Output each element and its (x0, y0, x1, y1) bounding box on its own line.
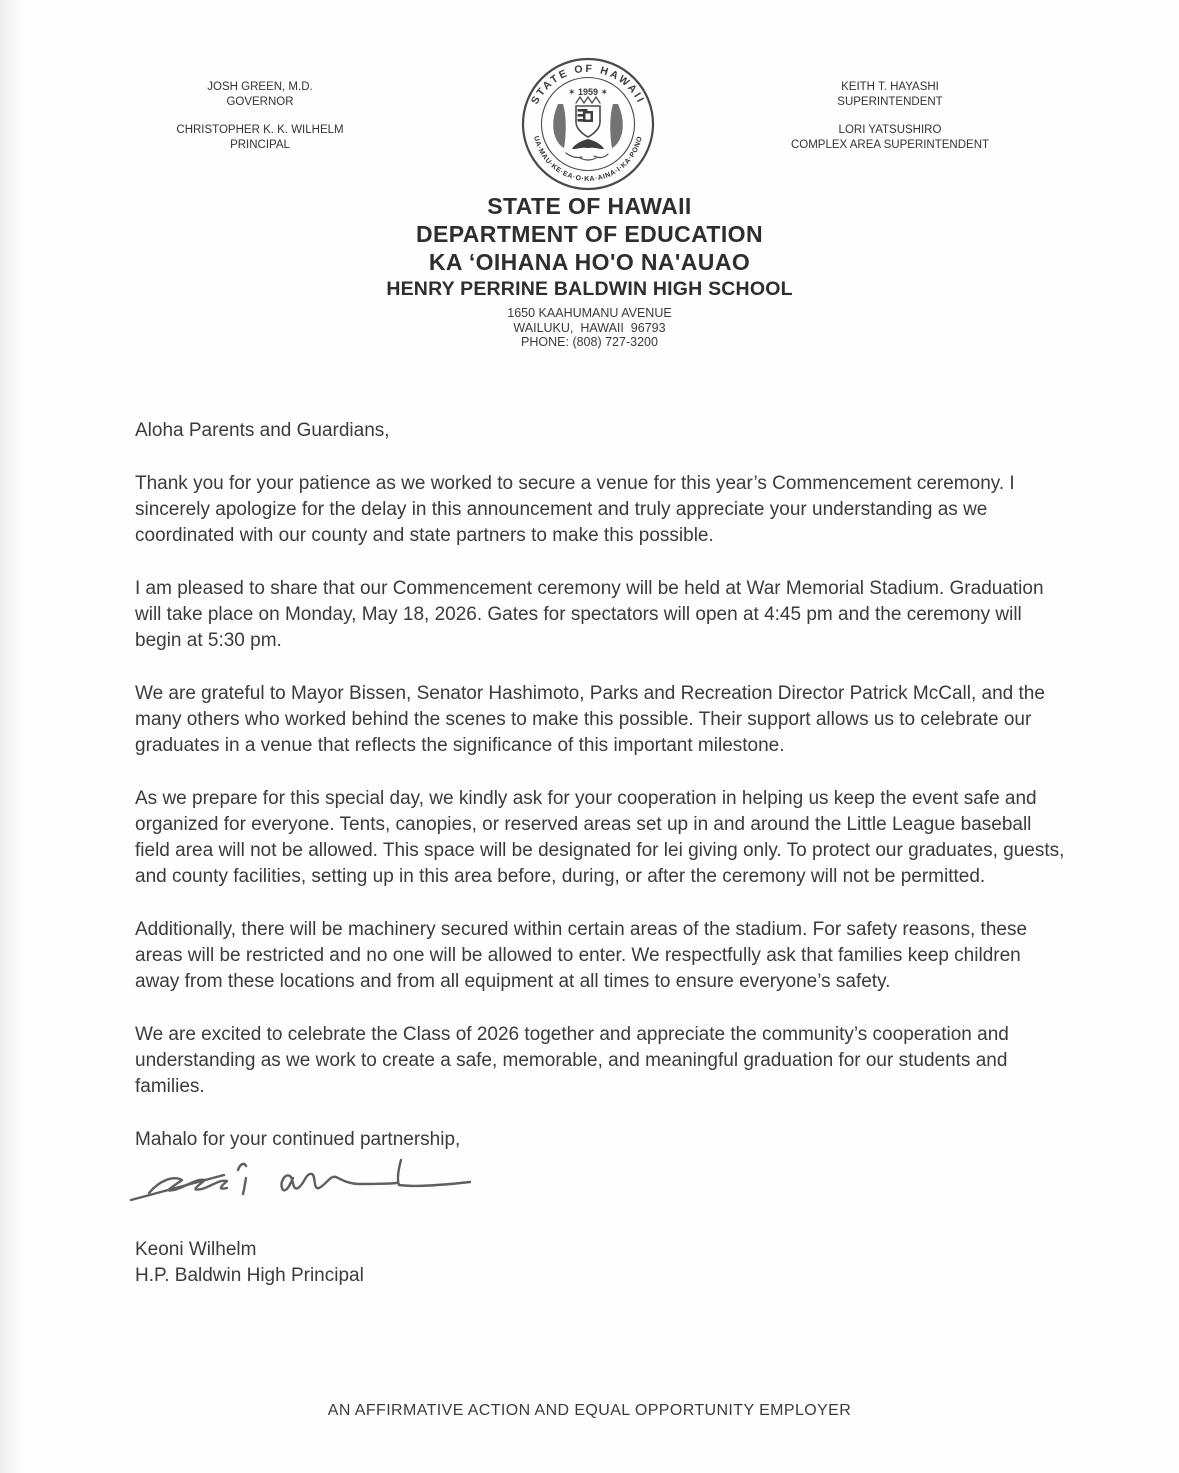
letterhead-hawaiian-name: KA ʻOIHANA HO'O NA'AUAO (428, 249, 751, 275)
officials-right (732, 80, 1048, 166)
salutation: Aloha Parents and Guardians, (135, 420, 390, 441)
complex-area-superintendent-block (732, 123, 1048, 153)
signer-name: Keoni Wilhelm (135, 1239, 257, 1260)
handwritten-signature (121, 1147, 481, 1209)
principal-block (118, 123, 402, 153)
paragraph-venue-thanks: Thank you for your patience as we worked to secure a venue for this year’s Commencement ceremony. I sincerely apologize for the delay in this announcement and truly appreciate your understanding as we coordinated with our county and state partners to make this possible. (135, 473, 1015, 546)
principal-title: PRINCIPAL (230, 139, 290, 151)
governor-block (118, 80, 402, 110)
letterhead-phone: PHONE: (808) 727-3200 (521, 335, 658, 349)
paragraph-ceremony-details: I am pleased to share that our Commencement ceremony will be held at War Memorial Stadium. Graduation will take place on Monday, May 18, 2026. Gates for spectators will open at 4:45 pm and the ceremony will begin at 5:30 pm. (135, 578, 1044, 651)
seal-coat-of-arms (553, 97, 623, 160)
letter-body (135, 418, 1067, 1289)
seal-ring-text: STATE OF HAWAII (528, 62, 648, 107)
closing-line: Mahalo for your continued partnership, (135, 1129, 461, 1150)
svg-text:STATE OF HAWAII (529, 63, 647, 106)
footer-equal-opportunity: AN AFFIRMATIVE ACTION AND EQUAL OPPORTUNITY EMPLOYER (327, 1402, 852, 1419)
governor-title: GOVERNOR (226, 96, 294, 108)
complex-area-superintendent-title: COMPLEX AREA SUPERINTENDENT (790, 139, 990, 151)
paragraph-gratitude: We are grateful to Mayor Bissen, Senator Hashimoto, Parks and Recreation Director Patrick McCall, and the many others who worked behind the scenes to make this possible. Their support allows us to celebrate our graduates in a venue that reflects the significance of this important milestone. (135, 683, 1045, 756)
letterhead-state: STATE OF HAWAII (487, 193, 692, 219)
paragraph-celebration: We are excited to celebrate the Class of 2026 together and appreciate the community’s cooperation and understanding as we work to create a safe, memorable, and meaningful graduation for our students and families. (135, 1024, 1009, 1097)
complex-area-superintendent-name: LORI YATSUSHIRO (838, 124, 942, 136)
governor-name: JOSH GREEN, M.D. (207, 81, 313, 93)
officials-left (118, 80, 402, 166)
signer-title: H.P. Baldwin High Principal (135, 1265, 364, 1286)
superintendent-block (732, 80, 1048, 110)
letterhead-department: DEPARTMENT OF EDUCATION (416, 221, 763, 247)
letterhead (0, 192, 1179, 350)
seal-motto-text: UA·MAU·KE·EA·O·KA·AINA·I·KA·PONO (532, 135, 644, 184)
state-of-hawaii-seal-icon (520, 56, 656, 192)
principal-name: CHRISTOPHER K. K. WILHELM (176, 124, 344, 136)
superintendent-name: KEITH T. HAYASHI (841, 81, 939, 93)
paragraph-machinery-safety: Additionally, there will be machinery secured within certain areas of the stadium. For safety reasons, these areas will be restricted and no one will be allowed to enter. We respectfully ask that families keep children away from these locations and from all equipment at all times to ensure everyone’s safety. (135, 919, 1028, 992)
seal-year-text: ✶ 1959 ✶ (567, 87, 609, 97)
letterhead-address-street: 1650 KAAHUMANU AVENUE (507, 306, 672, 320)
letterhead-address-city: WAILUKU, HAWAII 96793 (513, 320, 666, 335)
superintendent-title: SUPERINTENDENT (837, 96, 943, 108)
signature-block (135, 1237, 1067, 1289)
paragraph-cooperation-rules: As we prepare for this special day, we kindly ask for your cooperation in helping us keep the event safe and organized for everyone. Tents, canopies, or reserved areas set up in and around the Little League baseball field area will not be allowed. This space will be designated for lei giving only. To protect our graduates, guests, and county facilities, setting up in this area before, during, or after the ceremony will not be permitted. (135, 788, 1065, 887)
letterhead-school-name: HENRY PERRINE BALDWIN HIGH SCHOOL (386, 278, 793, 300)
